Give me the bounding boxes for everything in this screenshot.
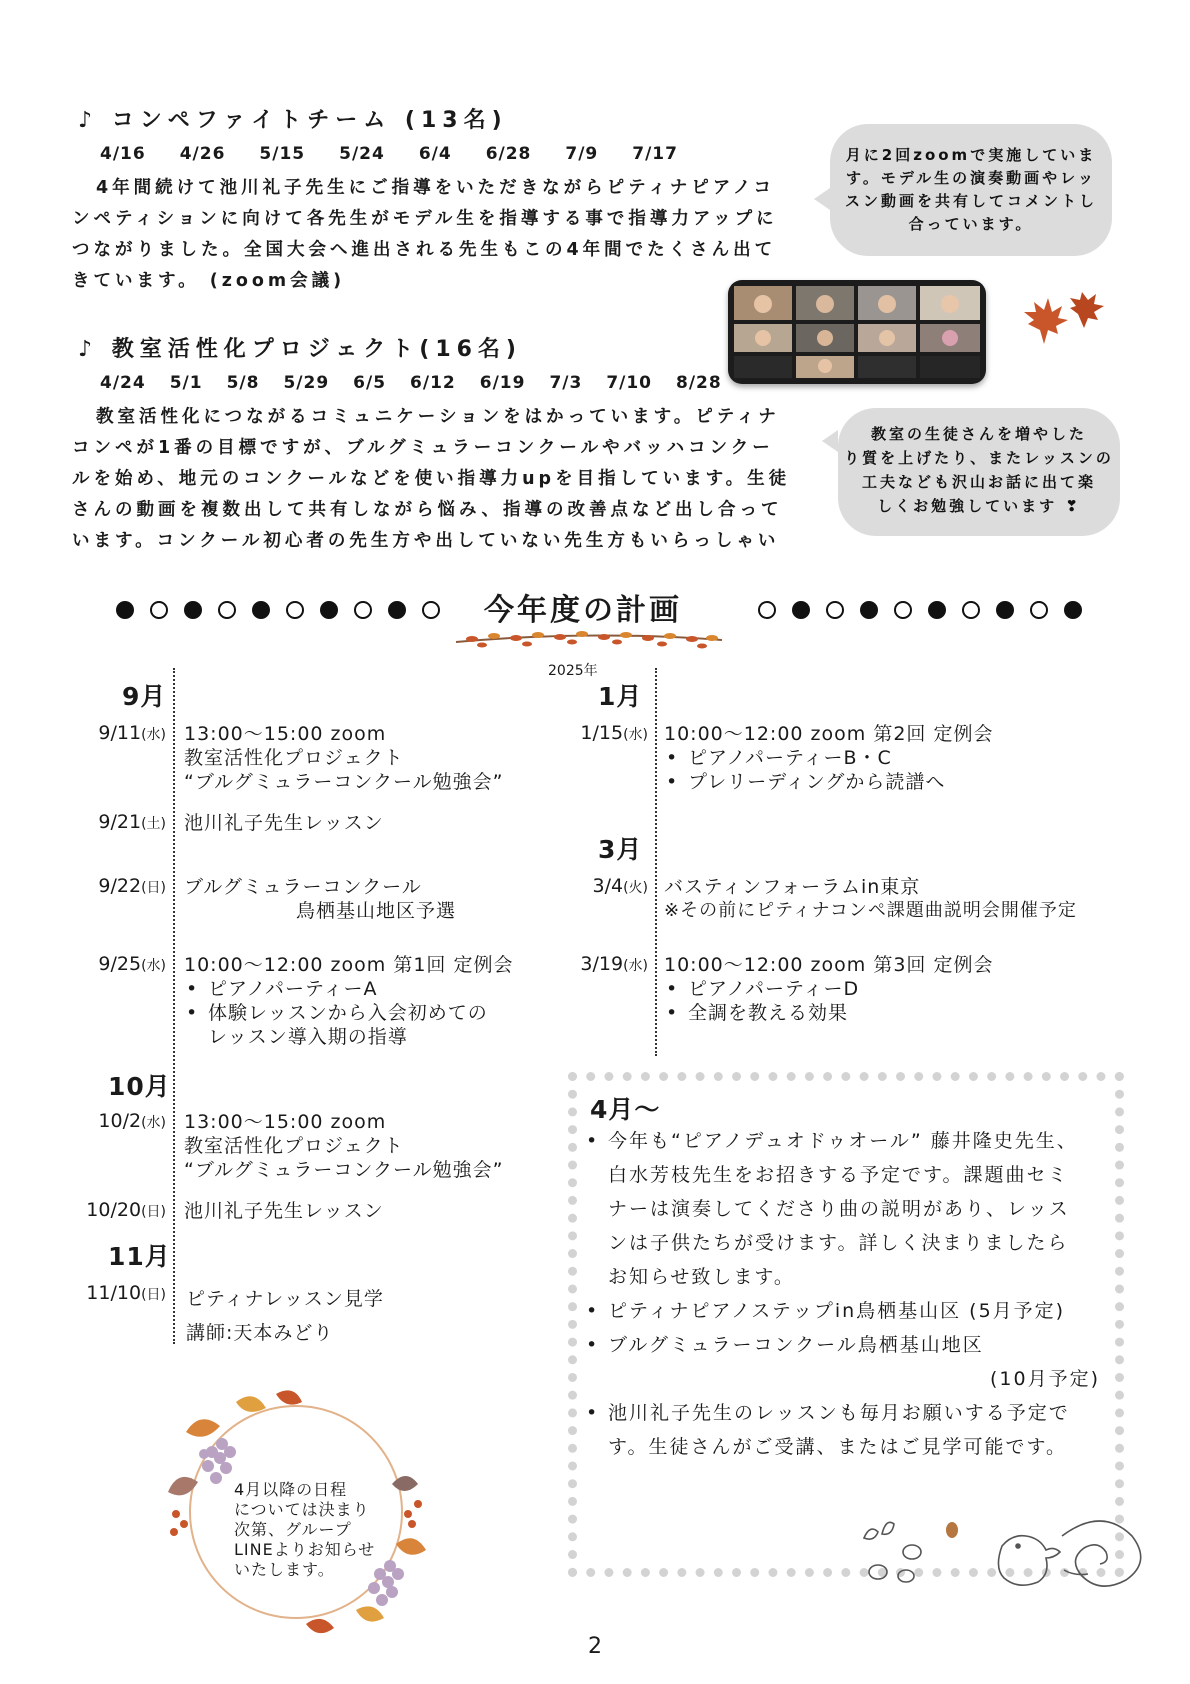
- date-item: 5/8: [226, 373, 260, 393]
- speech-bubble-zoom: [830, 124, 1112, 256]
- april-item-lesson: [584, 1396, 1104, 1464]
- bubble-line: 工夫なども沢山お話に出て楽: [861, 473, 1096, 491]
- section-title-classroom-project: ♪ 教室活性化プロジェクト(16名): [78, 337, 522, 362]
- body-line: 4年間続けて池川礼子先生にご指導をいただきながらピティナピアノコ: [96, 178, 775, 198]
- date-item: 4/24: [100, 373, 146, 393]
- dot-divider-right: [758, 601, 1082, 619]
- item-line: • 今年も“ピアノデュオドゥオール” 藤井隆史先生、: [608, 1130, 1078, 1152]
- april-list: [584, 1124, 1104, 1464]
- plan-title: 今年度の計画: [484, 593, 682, 628]
- item-line: お知らせ致します。: [608, 1266, 795, 1288]
- event-line: “ブルグミュラーコンクール勉強会”: [184, 1159, 504, 1181]
- bullet-item: • ピアノパーティーA: [184, 977, 513, 1001]
- item-line: 白水芳枝先生をお招きする予定です。課題曲セミ: [608, 1164, 1069, 1186]
- bubble-line: 教室の生徒さんを増やした: [870, 425, 1087, 443]
- compe-body: [72, 173, 812, 297]
- date-item: 4/26: [179, 144, 226, 164]
- dot-divider-left: [116, 601, 440, 619]
- date-item: 6/4: [418, 144, 452, 164]
- bullet-item: • 全調を教える効果: [664, 1001, 993, 1025]
- event-921: 池川礼子先生レッスン: [184, 812, 384, 834]
- timeline-divider-left: [173, 668, 175, 1344]
- bubble-line: す。モデル生の演奏動画やレッ: [846, 169, 1096, 187]
- month-heading-sep: 9月: [122, 682, 167, 711]
- item-line: す。生徒さんがご受講、またはご見学可能です。: [608, 1436, 1067, 1458]
- date-item: 5/1: [169, 373, 203, 393]
- page-number: 2: [588, 1634, 602, 1659]
- squirrel-icon: [852, 1506, 1152, 1590]
- event-line: 教室活性化プロジェクト: [184, 747, 404, 769]
- item-line: • 池川礼子先生のレッスンも毎月お願いする予定で: [608, 1402, 1070, 1424]
- date-item: 7/9: [565, 144, 599, 164]
- event-922: [184, 875, 456, 923]
- event-0115: [664, 722, 993, 794]
- zoom-meeting-photo: [728, 280, 986, 384]
- body-line: つながりました。全国大会へ進出される先生もこの4年間でたくさん出て: [72, 240, 777, 260]
- date-item: 5/15: [259, 144, 306, 164]
- event-0304: [664, 875, 1077, 923]
- event-line: 教室活性化プロジェクト: [184, 1135, 404, 1157]
- event-date: 10/2(水): [98, 1110, 166, 1132]
- wreath-line: いたします。: [234, 1560, 335, 1579]
- event-date: 11/10(日): [86, 1282, 166, 1304]
- date-item: 7/17: [632, 144, 678, 164]
- wreath-line: 4月以降の日程: [234, 1480, 348, 1499]
- event-date: 3/4(火): [592, 875, 648, 897]
- event-1002: [184, 1110, 503, 1182]
- event-line: ブルグミュラーコンクール: [184, 876, 422, 898]
- date-item: 6/5: [353, 373, 387, 393]
- bubble-tail: [822, 430, 838, 452]
- event-line: 10:00〜12:00 zoom 第2回 定例会: [664, 723, 994, 745]
- event-line: バスティンフォーラムin東京: [664, 876, 921, 898]
- event-line: 10:00〜12:00 zoom 第1回 定例会: [184, 954, 514, 976]
- event-date: 3/19(水): [580, 953, 648, 975]
- month-heading-jan: 1月: [598, 682, 643, 711]
- date-item: 6/19: [479, 373, 526, 393]
- bullet-item: • プレリーディングから読譜へ: [664, 770, 993, 794]
- item-line: ンは子供たちが受けます。詳しく決まりましたら: [608, 1232, 1069, 1254]
- date-item: 6/12: [410, 373, 456, 393]
- bullet-item: • ピアノパーティーD: [664, 977, 993, 1001]
- speech-bubble-project: [838, 408, 1120, 536]
- date-item: 4/16: [100, 144, 146, 164]
- event-line: 10:00〜12:00 zoom 第3回 定例会: [664, 954, 994, 976]
- month-heading-oct: 10月: [108, 1072, 171, 1101]
- event-date: 10/20(日): [86, 1199, 166, 1221]
- compe-dates: [100, 144, 712, 164]
- item-line: • ブルグミュラーコンクール鳥栖基山地区: [608, 1334, 984, 1356]
- date-item: 7/3: [549, 373, 583, 393]
- event-date: 9/21(土): [98, 811, 166, 833]
- event-date: 9/25(水): [98, 953, 166, 975]
- bubble-line: り質を上げたり、またレッスンの: [844, 449, 1114, 467]
- month-heading-mar: 3月: [598, 835, 643, 864]
- body-line: きています。 (zoom会議): [72, 271, 346, 291]
- maple-leaf-icon: [1020, 290, 1106, 356]
- date-item: 5/24: [339, 144, 385, 164]
- april-item-step: • ピティナピアノステップin鳥栖基山区 (5月予定): [584, 1294, 1104, 1328]
- date-item: 7/10: [606, 373, 653, 393]
- wreath-message: [234, 1480, 414, 1580]
- wreath-line: 次第、グループ: [234, 1520, 352, 1539]
- event-1110: [186, 1282, 384, 1350]
- april-heading: 4月〜: [590, 1095, 661, 1124]
- body-line: います。コンクール初心者の先生方や出していない先生方もいらっしゃい: [72, 531, 780, 551]
- autumn-wreath: [146, 1374, 446, 1644]
- bubble-tail: [814, 188, 830, 210]
- event-1020: 池川礼子先生レッスン: [184, 1200, 384, 1222]
- body-line: コンペが1番の目標ですが、ブルグミュラーコンクールやバッハコンクー: [72, 438, 774, 458]
- date-item: 5/29: [283, 373, 330, 393]
- event-date: 9/11(水): [98, 722, 166, 744]
- date-item: 8/28: [676, 373, 722, 393]
- event-date: 1/15(水): [580, 722, 648, 744]
- date-item: 6/28: [485, 144, 532, 164]
- event-line: 講師:天本みどり: [186, 1322, 334, 1344]
- event-line: 13:00〜15:00 zoom: [184, 1111, 387, 1133]
- wreath-line: については決まり: [234, 1500, 370, 1519]
- year-label: 2025年: [548, 663, 598, 679]
- bubble-line: 月に2回zoomで実施していま: [845, 146, 1097, 164]
- event-date: 9/22(日): [98, 875, 166, 897]
- project-dates: [100, 373, 722, 393]
- bubble-line: しくお勉強しています ❣: [877, 497, 1081, 515]
- event-line: ピティナレッスン見学: [186, 1288, 384, 1310]
- body-line: 教室活性化につながるコミュニケーションをはかっています。ピティナ: [96, 407, 780, 427]
- item-line: ナーは演奏してくださり曲の説明があり、レッス: [608, 1198, 1070, 1220]
- zoom-grid-image: [728, 280, 986, 384]
- item-line: (10月予定): [989, 1368, 1100, 1390]
- month-heading-nov: 11月: [108, 1242, 171, 1271]
- event-line: 鳥栖基山地区予選: [296, 900, 457, 922]
- section-title-compe-fight: ♪ コンペファイトチーム (13名): [78, 108, 508, 133]
- event-0319: [664, 953, 993, 1025]
- event-line: レッスン導入期の指導: [208, 1026, 408, 1048]
- project-body: [72, 402, 812, 557]
- april-item-duo: [584, 1124, 1104, 1294]
- body-line: ンペティションに向けて各先生がモデル生を指導する事で指導力アップに: [72, 209, 778, 229]
- body-line: ルを始め、地元のコンクールなどを使い指導力upを目指しています。生徒: [72, 469, 791, 489]
- leaf-garland-icon: [452, 626, 726, 650]
- bubble-line: 合っています。: [908, 215, 1034, 233]
- body-line: さんの動画を複数出して共有しながら悩み、指導の改善点など出し合って: [72, 500, 783, 520]
- bullet-item: • 体験レッスンから入会初めての: [184, 1001, 513, 1025]
- event-line: ※その前にピティナコンペ課題曲説明会開催予定: [664, 900, 1077, 921]
- april-item-burgmuller: [584, 1328, 1104, 1396]
- event-925: [184, 953, 513, 1049]
- timeline-divider-right: [655, 668, 657, 1056]
- event-line: “ブルグミュラーコンクール勉強会”: [184, 771, 504, 793]
- event-line: 13:00〜15:00 zoom: [184, 723, 387, 745]
- bubble-line: スン動画を共有してコメントし: [844, 192, 1097, 210]
- wreath-line: LINEよりお知らせ: [234, 1540, 376, 1559]
- bullet-item: • ピアノパーティーB・C: [664, 746, 993, 770]
- event-911: [184, 722, 503, 794]
